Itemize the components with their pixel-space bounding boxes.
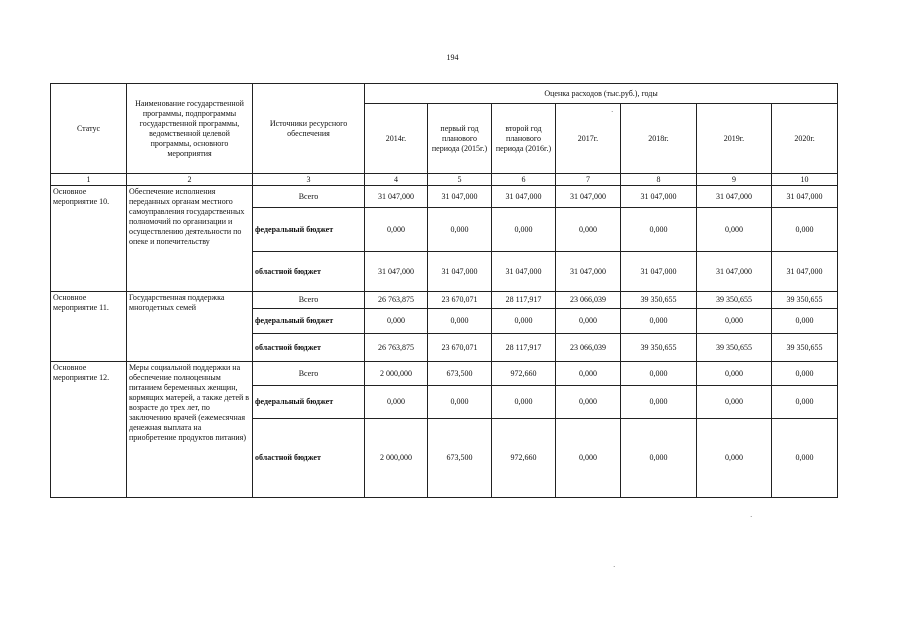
value-cell: 0,000 xyxy=(772,386,838,419)
header-estimate: Оценка расходов (тыс.руб.), годы xyxy=(365,84,838,104)
column-number: 1 xyxy=(51,174,127,186)
header-year: 2018г. xyxy=(621,104,697,174)
value-cell: 0,000 xyxy=(556,362,621,386)
value-cell: 2 000,000 xyxy=(365,419,428,498)
value-cell: 28 117,917 xyxy=(492,334,556,362)
value-cell: 0,000 xyxy=(556,208,621,252)
value-cell: 0,000 xyxy=(697,362,772,386)
scan-speck: · xyxy=(613,563,616,571)
value-cell: 0,000 xyxy=(621,419,697,498)
value-cell: 31 047,000 xyxy=(621,252,697,292)
column-number: 8 xyxy=(621,174,697,186)
table-row xyxy=(51,186,838,208)
value-cell: 2 000,000 xyxy=(365,362,428,386)
value-cell: 31 047,000 xyxy=(772,252,838,292)
row-status: Основное мероприятие 11. xyxy=(51,292,127,362)
value-cell: 31 047,000 xyxy=(556,186,621,208)
value-cell: 0,000 xyxy=(697,419,772,498)
value-cell: 23 670,071 xyxy=(428,292,492,309)
column-number: 7 xyxy=(556,174,621,186)
source-regional: областной бюджет xyxy=(253,419,365,498)
value-cell: 31 047,000 xyxy=(492,186,556,208)
header-year: 2014г. xyxy=(365,104,428,174)
header-status: Статус xyxy=(51,84,127,174)
header-name: Наименование государственной программы, подпрограммы государственной программы, ведомственной целевой программы, основного мероприятия xyxy=(127,84,253,174)
value-cell: 0,000 xyxy=(697,208,772,252)
source-regional: областной бюджет xyxy=(253,334,365,362)
value-cell: 0,000 xyxy=(365,309,428,334)
source-total: Всего xyxy=(253,362,365,386)
value-cell: 39 350,655 xyxy=(697,292,772,309)
header-year: первый год планового периода (2015г.) xyxy=(428,104,492,174)
header-sources: Источники ресурсного обеспечения xyxy=(253,84,365,174)
value-cell: 31 047,000 xyxy=(697,186,772,208)
column-number: 4 xyxy=(365,174,428,186)
value-cell: 26 763,875 xyxy=(365,334,428,362)
column-number: 3 xyxy=(253,174,365,186)
value-cell: 0,000 xyxy=(621,208,697,252)
value-cell: 31 047,000 xyxy=(492,252,556,292)
row-name: Меры социальной поддержки на обеспечение полноценным питанием беременных женщин, кормящих матерей, а также детей в возрасте до трех лет, по заключению врачей (ежемесячная денежная выплата на приобретение продуктов питания) xyxy=(127,362,253,498)
source-federal: федеральный бюджет xyxy=(253,309,365,334)
column-number: 10 xyxy=(772,174,838,186)
source-total: Всего xyxy=(253,292,365,309)
value-cell: 0,000 xyxy=(772,208,838,252)
value-cell: 39 350,655 xyxy=(621,292,697,309)
source-total: Всего xyxy=(253,186,365,208)
column-number: 9 xyxy=(697,174,772,186)
value-cell: 23 066,039 xyxy=(556,292,621,309)
column-number: 6 xyxy=(492,174,556,186)
value-cell: 39 350,655 xyxy=(772,334,838,362)
column-number: 2 xyxy=(127,174,253,186)
value-cell: 972,660 xyxy=(492,362,556,386)
header-year: 2020г. xyxy=(772,104,838,174)
value-cell: 0,000 xyxy=(428,309,492,334)
source-federal: федеральный бюджет xyxy=(253,386,365,419)
value-cell: 31 047,000 xyxy=(697,252,772,292)
value-cell: 31 047,000 xyxy=(621,186,697,208)
value-cell: 31 047,000 xyxy=(365,252,428,292)
value-cell: 28 117,917 xyxy=(492,292,556,309)
value-cell: 39 350,655 xyxy=(697,334,772,362)
value-cell: 0,000 xyxy=(621,309,697,334)
column-number: 5 xyxy=(428,174,492,186)
table-row xyxy=(51,292,838,309)
value-cell: 0,000 xyxy=(492,208,556,252)
value-cell: 0,000 xyxy=(556,386,621,419)
value-cell: 26 763,875 xyxy=(365,292,428,309)
value-cell: 972,660 xyxy=(492,419,556,498)
value-cell: 0,000 xyxy=(772,419,838,498)
header-year: 2017г. xyxy=(556,104,621,174)
row-name: Обеспечение исполнения переданных органам местного самоуправления государственных полномочий по организации и осуществлению деятельности по опеке и попечительству xyxy=(127,186,253,292)
value-cell: 0,000 xyxy=(772,309,838,334)
value-cell: 31 047,000 xyxy=(556,252,621,292)
value-cell: 23 066,039 xyxy=(556,334,621,362)
value-cell: 31 047,000 xyxy=(428,252,492,292)
scan-speck: · xyxy=(611,108,614,116)
value-cell: 0,000 xyxy=(556,419,621,498)
value-cell: 31 047,000 xyxy=(428,186,492,208)
value-cell: 31 047,000 xyxy=(365,186,428,208)
value-cell: 0,000 xyxy=(492,386,556,419)
column-number-row xyxy=(51,174,838,186)
value-cell: 0,000 xyxy=(621,362,697,386)
value-cell: 0,000 xyxy=(697,309,772,334)
source-regional: областной бюджет xyxy=(253,252,365,292)
value-cell: 0,000 xyxy=(772,362,838,386)
page-number: 194 xyxy=(446,53,459,62)
value-cell: 0,000 xyxy=(621,386,697,419)
value-cell: 0,000 xyxy=(492,309,556,334)
value-cell: 39 350,655 xyxy=(772,292,838,309)
row-name: Государственная поддержка многодетных семей xyxy=(127,292,253,362)
value-cell: 0,000 xyxy=(428,208,492,252)
value-cell: 0,000 xyxy=(428,386,492,419)
value-cell: 0,000 xyxy=(365,386,428,419)
value-cell: 31 047,000 xyxy=(772,186,838,208)
value-cell: 39 350,655 xyxy=(621,334,697,362)
value-cell: 23 670,071 xyxy=(428,334,492,362)
table-row xyxy=(51,362,838,386)
source-federal: федеральный бюджет xyxy=(253,208,365,252)
value-cell: 673,500 xyxy=(428,362,492,386)
value-cell: 0,000 xyxy=(697,386,772,419)
scan-speck: · xyxy=(750,513,753,521)
value-cell: 673,500 xyxy=(428,419,492,498)
expense-table xyxy=(50,83,838,498)
value-cell: 0,000 xyxy=(556,309,621,334)
header-year: 2019г. xyxy=(697,104,772,174)
row-status: Основное мероприятие 10. xyxy=(51,186,127,292)
value-cell: 0,000 xyxy=(365,208,428,252)
header-year: второй год планового периода (2016г.) xyxy=(492,104,556,174)
row-status: Основное мероприятие 12. xyxy=(51,362,127,498)
